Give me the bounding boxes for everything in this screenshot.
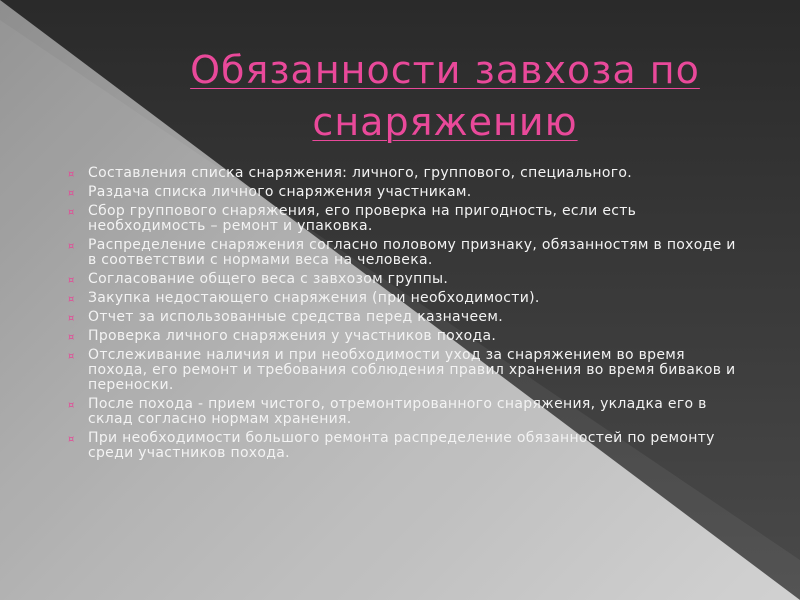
bullet-list bbox=[68, 166, 748, 465]
list-item-text: Отслеживание наличия и при необходимости уход за снаряжением во время похода, его ремонт и требования соблюдения правил хранения во время биваков и переноски. bbox=[88, 347, 736, 393]
list-item bbox=[68, 185, 748, 200]
list-item bbox=[68, 310, 748, 325]
bullet-icon: ¤ bbox=[68, 207, 75, 218]
slide-title-line-2: снаряжению bbox=[312, 100, 578, 144]
list-item bbox=[68, 272, 748, 287]
list-item-text: Сбор группового снаряжения, его проверка на пригодность, если есть необходимость – ремонт и упаковка. bbox=[88, 203, 637, 234]
list-item-text: Распределение снаряжения согласно половому признаку, обязанностям в походе и в соответствии с нормами веса на человека. bbox=[88, 237, 736, 268]
bullet-icon: ¤ bbox=[68, 275, 75, 286]
list-item-text: Отчет за использованные средства перед казначеем. bbox=[88, 309, 503, 325]
bullet-icon: ¤ bbox=[68, 188, 75, 199]
list-item-text: При необходимости большого ремонта распределение обязанностей по ремонту среди участников похода. bbox=[88, 430, 715, 461]
bullet-icon: ¤ bbox=[68, 294, 75, 305]
list-item-text: Закупка недостающего снаряжения (при необходимости). bbox=[88, 290, 540, 306]
list-item-text: Согласование общего веса с завхозом группы. bbox=[88, 271, 449, 287]
list-item bbox=[68, 204, 748, 234]
bullet-icon: ¤ bbox=[68, 241, 75, 252]
list-item bbox=[68, 166, 748, 181]
list-item bbox=[68, 397, 748, 427]
list-item bbox=[68, 329, 748, 344]
bullet-icon: ¤ bbox=[68, 434, 75, 445]
list-item-text: Раздача списка личного снаряжения участникам. bbox=[88, 184, 472, 200]
list-item bbox=[68, 291, 748, 306]
bullet-icon: ¤ bbox=[68, 332, 75, 343]
list-item-text: Составления списка снаряжения: личного, группового, специального. bbox=[88, 165, 633, 181]
bullet-icon: ¤ bbox=[68, 400, 75, 411]
list-item bbox=[68, 238, 748, 268]
list-item bbox=[68, 431, 748, 461]
bullet-icon: ¤ bbox=[68, 351, 75, 362]
list-item-text: После похода - прием чистого, отремонтированного снаряжения, укладка его в склад согласно нормам хранения. bbox=[88, 396, 707, 427]
list-item bbox=[68, 348, 748, 393]
slide-title-line-1: Обязанности завхоза по bbox=[190, 48, 700, 92]
bullet-icon: ¤ bbox=[68, 169, 75, 180]
slide-title bbox=[135, 44, 755, 148]
list-item-text: Проверка личного снаряжения у участников похода. bbox=[88, 328, 497, 344]
bullet-icon: ¤ bbox=[68, 313, 75, 324]
